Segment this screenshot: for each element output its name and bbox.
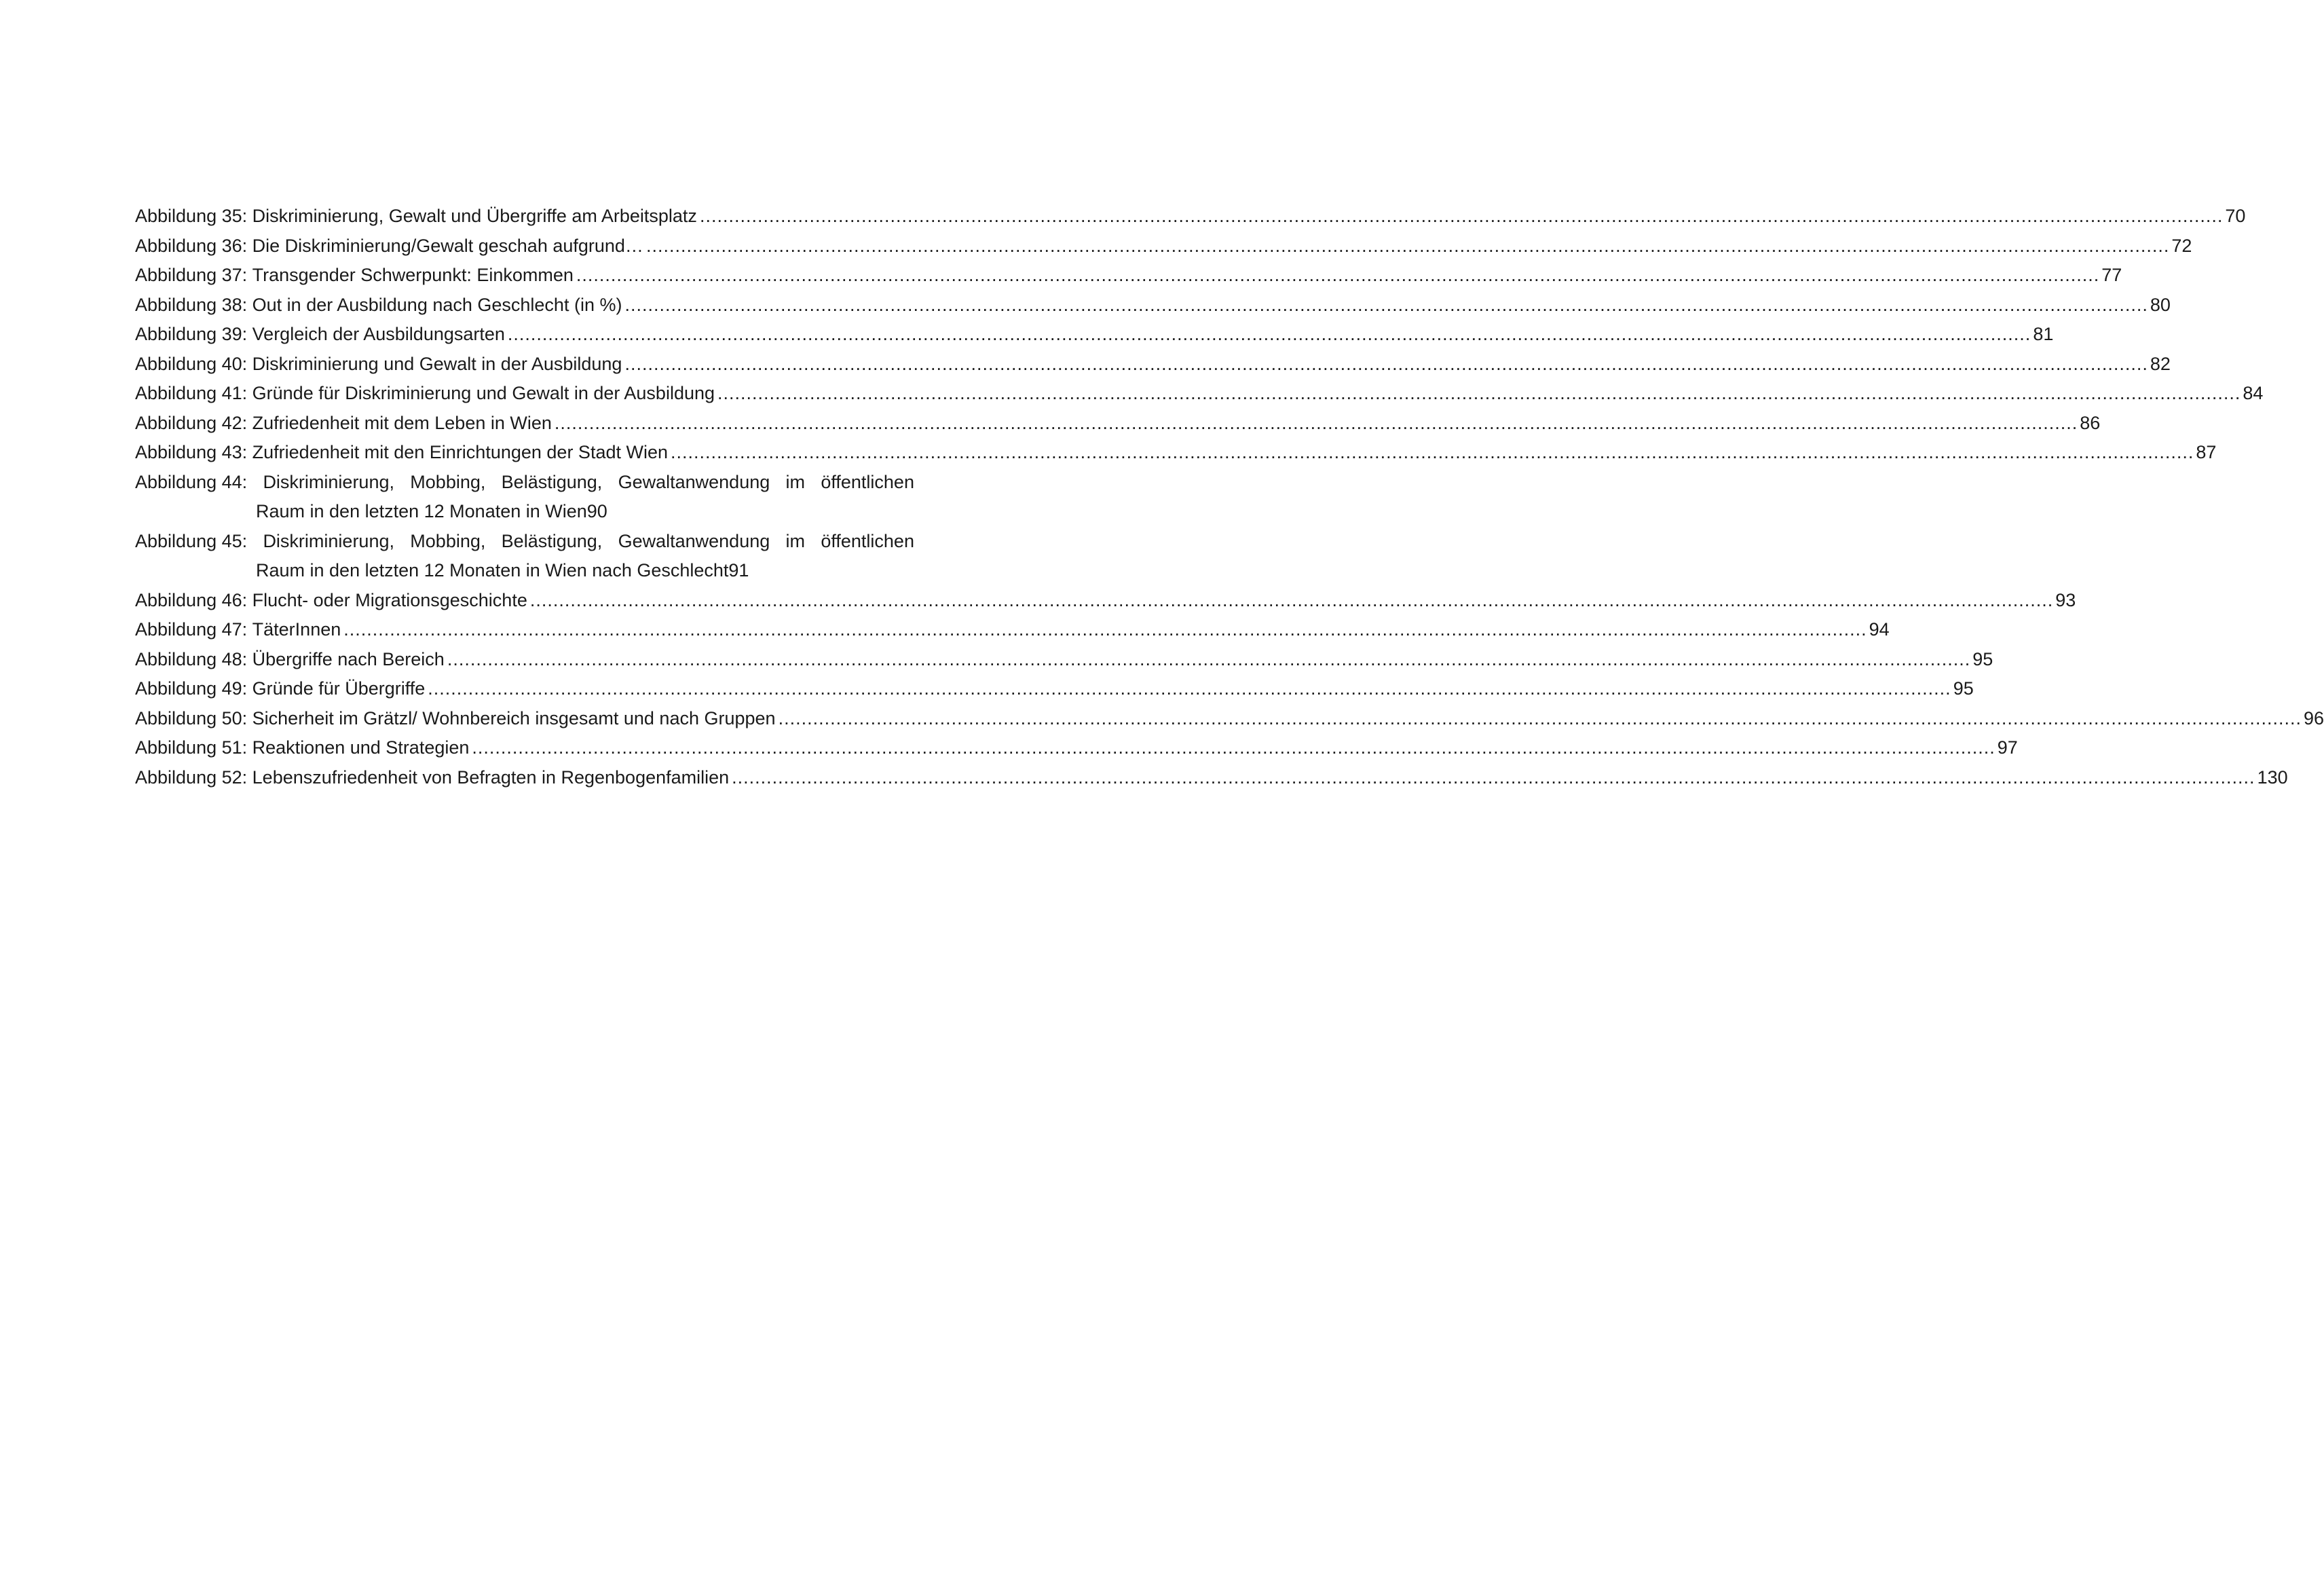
list-of-figures [135,202,2324,792]
toc-entry[interactable] [135,674,1974,704]
figure-title: Diskriminierung, Gewalt und Übergriffe am Arbeitsplatz [252,206,697,226]
toc-entry[interactable] [135,409,2101,439]
page-number: 95 [1972,648,1993,669]
dot-leader [555,409,2078,439]
title-word: öffentlichen [821,530,914,551]
toc-entry[interactable] [135,291,2171,320]
toc-entry[interactable] [135,527,914,586]
page-number: 97 [1997,737,2018,758]
figure-title: Lebenszufriedenheit von Befragten in Regenbogenfamilien [252,767,730,788]
page-number: 91 [728,560,749,580]
dot-leader [779,704,2302,734]
page-number: 94 [1869,619,1890,640]
page-number: 90 [586,501,607,521]
figure-title: Die Diskriminierung/Gewalt geschah aufgrund… [252,235,643,256]
title-word: Mobbing, [410,530,486,551]
figure-title: TäterInnen [252,619,341,640]
figure-label: Abbildung 38: [135,294,248,315]
figure-title: Out in der Ausbildung nach Geschlecht (in %) [252,294,622,315]
figure-label: Abbildung 35: [135,206,248,226]
page-number: 84 [2243,383,2264,403]
figure-title: Flucht- oder Migrationsgeschichte [252,589,527,610]
page-number: 130 [2257,767,2288,788]
figure-label: Abbildung 42: [135,412,248,433]
title-word: Mobbing, [410,471,486,492]
figure-title: Zufriedenheit mit dem Leben in Wien [252,412,552,433]
toc-entry[interactable] [135,202,2246,232]
figure-title: Übergriffe nach Bereich [252,648,445,669]
figure-label: Abbildung 41: [135,383,248,403]
title-word: Gewaltanwendung [618,530,770,551]
dot-leader [646,232,2169,261]
figure-label: Abbildung 39: [135,324,248,344]
page-number: 96 [2303,707,2324,728]
page-number: 82 [2150,353,2171,374]
dot-leader [624,291,2148,320]
title-word: im [785,530,806,551]
figure-title: Vergleich der Ausbildungsarten [252,324,505,344]
page-number: 93 [2055,589,2076,610]
figure-title-line-2 [135,497,914,527]
toc-entry[interactable] [135,379,2264,409]
dot-leader [576,261,2099,291]
figure-title: Diskriminierung und Gewalt in der Ausbildung [252,353,622,374]
toc-entry[interactable] [135,645,1993,675]
toc-entry[interactable] [135,733,2018,763]
title-word: Belästigung, [501,530,603,551]
dot-leader [671,438,2194,468]
toc-entry[interactable] [135,763,2288,793]
page-number: 80 [2150,294,2171,315]
figure-title-line-1 [135,527,914,557]
figure-title: Transgender Schwerpunkt: Einkommen [252,265,574,285]
dot-leader [343,615,1867,645]
figure-label: Abbildung 51: [135,737,248,758]
dot-leader [530,586,2053,616]
figure-label: Abbildung 52: [135,767,248,788]
toc-entry[interactable] [135,261,2122,291]
title-word: Belästigung, [501,471,603,492]
dot-leader [624,350,2148,380]
figure-title: Raum in den letzten 12 Monaten in Wien [256,501,587,521]
page-number: 72 [2171,235,2192,256]
figure-label: Abbildung 50: [135,707,248,728]
figure-title: Gründe für Diskriminierung und Gewalt in der Ausbildung [252,383,715,403]
page-number: 70 [2225,206,2246,226]
dot-leader [428,674,1951,704]
page-number: 86 [2080,412,2101,433]
dot-leader [447,645,1970,675]
dot-leader [508,320,2031,350]
toc-entry[interactable] [135,320,2054,350]
title-word: Diskriminierung, [263,471,394,492]
toc-entry[interactable] [135,586,2076,616]
figure-label: Abbildung 40: [135,353,248,374]
page-number: 77 [2101,265,2122,285]
figure-title-line-2 [135,556,914,586]
page-number: 81 [2033,324,2054,344]
figure-label: Abbildung 48: [135,648,248,669]
toc-entry[interactable] [135,232,2192,261]
toc-entry[interactable] [135,704,2324,734]
figure-label: Abbildung 36: [135,235,248,256]
figure-title: Reaktionen und Strategien [252,737,470,758]
figure-label: Abbildung 37: [135,265,248,285]
figure-label: Abbildung 46: [135,589,248,610]
toc-entry[interactable] [135,468,914,527]
figure-label: Abbildung 45: [135,530,248,551]
title-word: Gewaltanwendung [618,471,770,492]
toc-entry[interactable] [135,615,1890,645]
figure-label: Abbildung 47: [135,619,248,640]
figure-title: Zufriedenheit mit den Einrichtungen der Stadt Wien [252,442,668,462]
figure-label: Abbildung 44: [135,471,248,492]
figure-title: Raum in den letzten 12 Monaten in Wien nach Geschlecht [256,560,729,580]
title-word: im [785,471,806,492]
dot-leader [732,763,2255,793]
title-word: öffentlichen [821,471,914,492]
dot-leader [717,379,2241,409]
title-word: Diskriminierung, [263,530,394,551]
figure-title: Gründe für Übergriffe [252,678,426,699]
dot-leader [700,202,2223,232]
page-number: 87 [2196,442,2217,462]
toc-entry[interactable] [135,438,2217,468]
page-number: 95 [1953,678,1974,699]
figure-title: Sicherheit im Grätzl/ Wohnbereich insgesamt und nach Gruppen [252,707,776,728]
dot-leader [472,733,1995,763]
figure-title-line-1 [135,468,914,498]
figure-label: Abbildung 43: [135,442,248,462]
figure-label: Abbildung 49: [135,678,248,699]
toc-entry[interactable] [135,350,2171,380]
